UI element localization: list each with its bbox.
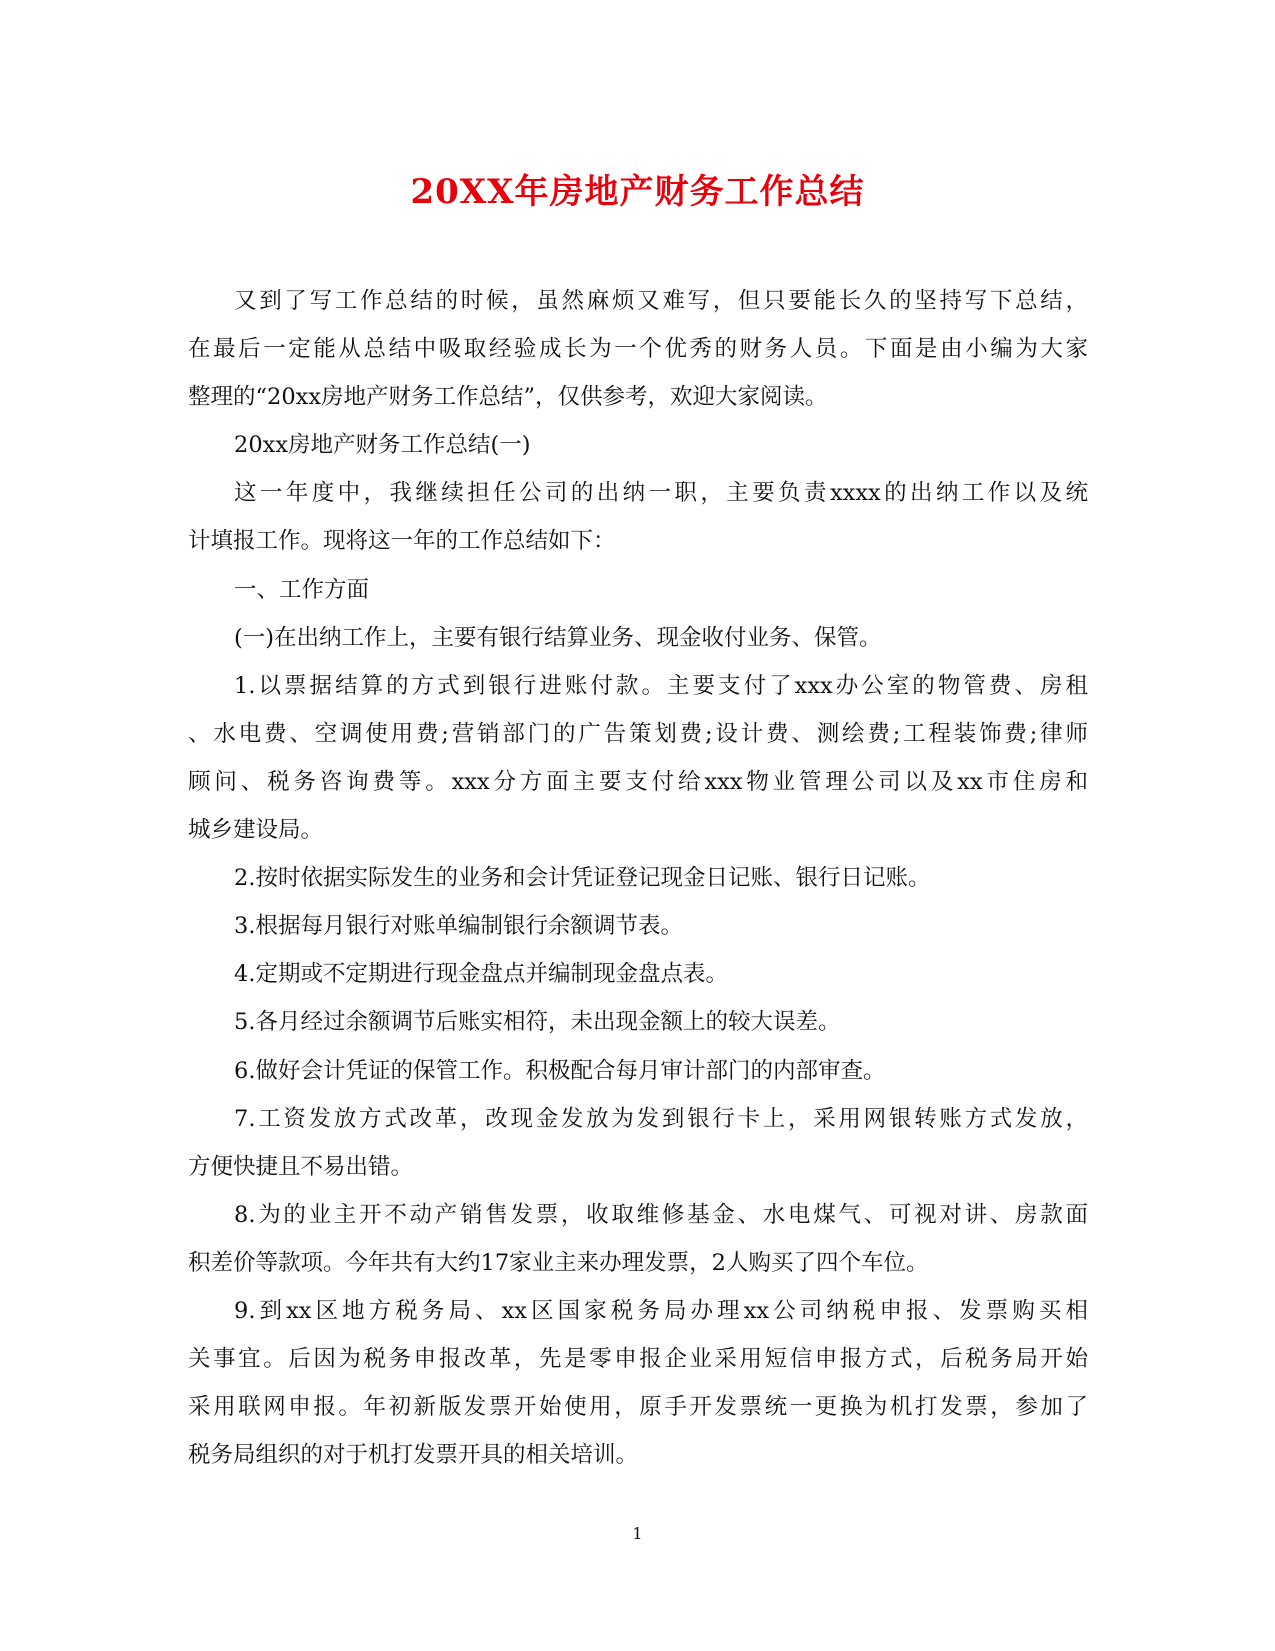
list-item-line: 6.做好会计凭证的保管工作。积极配合每月审计部门的内部审查。 bbox=[234, 1057, 886, 1084]
list-item-line: 税务局组织的对于机打发票开具的相关培训。 bbox=[188, 1442, 639, 1469]
list-item-line: 关事宜。后因为税务申报改革，先是零申报企业采用短信申报方式，后税务局开始 bbox=[188, 1346, 1088, 1373]
document-title: 20XX年房地产财务工作总结 bbox=[410, 172, 865, 212]
list-item-line: 积差价等款项。今年共有大约17家业主来办理发票，2人购买了四个车位。 bbox=[188, 1249, 929, 1276]
list-item-line: 1.以票据结算的方式到银行进账付款。主要支付了xxx办公室的物管费、房租 bbox=[234, 672, 1088, 699]
page-number: 1 bbox=[632, 1524, 643, 1543]
subsection-heading: (一)在出纳工作上，主要有银行结算业务、现金收付业务、保管。 bbox=[234, 624, 882, 651]
paragraph-line: 这一年度中，我继续担任公司的出纳一职，主要负责xxxx的出纳工作以及统 bbox=[234, 480, 1088, 507]
list-item-line: 城乡建设局。 bbox=[188, 817, 324, 844]
list-item-line: 采用联网申报。年初新版发票开始使用，原手开发票统一更换为机打发票，参加了 bbox=[188, 1394, 1088, 1421]
list-item-line: 4.定期或不定期进行现金盘点并编制现金盘点表。 bbox=[234, 961, 728, 988]
paragraph-line: 整理的“20xx房地产财务工作总结”，仅供参考，欢迎大家阅读。 bbox=[188, 384, 828, 411]
list-item-line: 顾问、税务咨询费等。xxx分方面主要支付给xxx物业管理公司以及xx市住房和 bbox=[188, 768, 1088, 795]
list-item-line: 5.各月经过余额调节后账实相符，未出现金额上的较大误差。 bbox=[234, 1009, 841, 1036]
list-item-line: 9.到xx区地方税务局、xx区国家税务局办理xx公司纳税申报、发票购买相 bbox=[234, 1297, 1088, 1324]
paragraph-line: 在最后一定能从总结中吸取经验成长为一个优秀的财务人员。下面是由小编为大家 bbox=[188, 336, 1088, 363]
list-item-line: 2.按时依据实际发生的业务和会计凭证登记现金日记账、银行日记账。 bbox=[234, 865, 931, 892]
section-heading: 20xx房地产财务工作总结(一) bbox=[234, 432, 531, 459]
section-heading: 一、工作方面 bbox=[234, 576, 370, 603]
paragraph-line: 又到了写工作总结的时候，虽然麻烦又难写，但只要能长久的坚持写下总结， bbox=[234, 288, 1088, 314]
list-item-line: 7.工资发放方式改革，改现金发放为发到银行卡上，采用网银转账方式发放， bbox=[234, 1105, 1088, 1132]
list-item-line: 方便快捷且不易出错。 bbox=[188, 1153, 414, 1180]
document-body bbox=[188, 277, 1088, 1479]
list-item-line: 3.根据每月银行对账单编制银行余额调节表。 bbox=[234, 913, 683, 940]
paragraph-line: 计填报工作。现将这一年的工作总结如下： bbox=[188, 528, 616, 555]
list-item-line: 8.为的业主开不动产销售发票，收取维修基金、水电煤气、可视对讲、房款面 bbox=[234, 1201, 1088, 1228]
list-item-line: 、水电费、空调使用费;营销部门的广告策划费;设计费、测绘费;工程装饰费;律师 bbox=[188, 720, 1088, 747]
